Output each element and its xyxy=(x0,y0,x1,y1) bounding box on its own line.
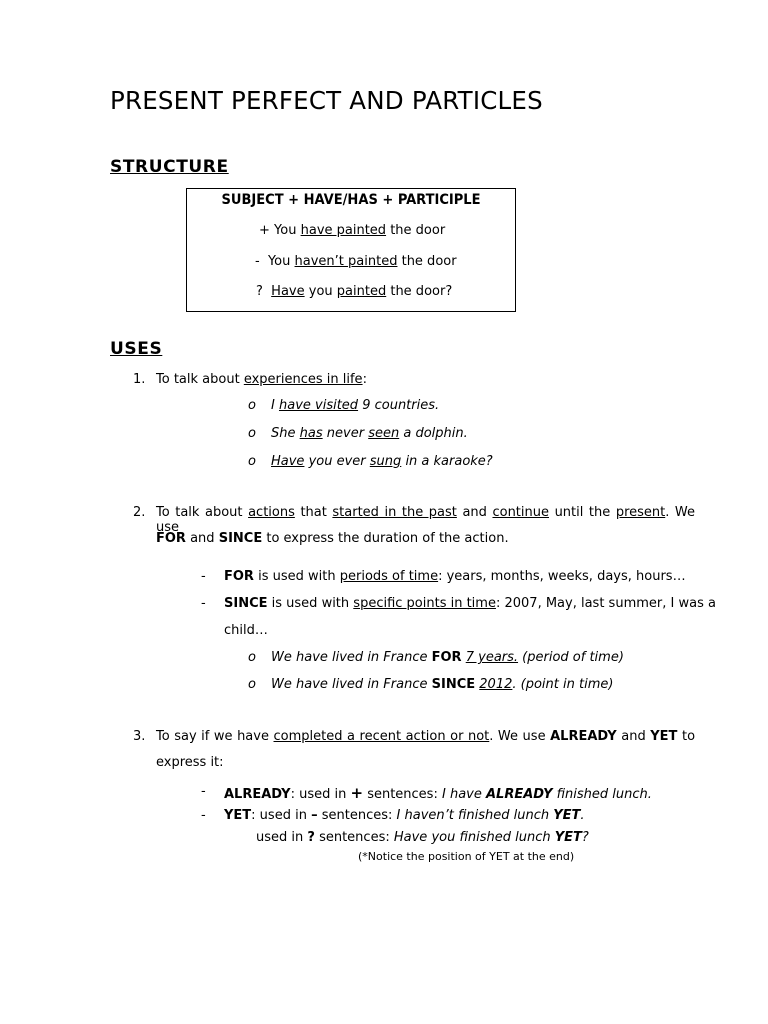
text: is used with xyxy=(258,569,336,584)
question-mid: you xyxy=(308,284,333,299)
use1-text xyxy=(156,372,367,387)
ex-verb: have visited xyxy=(278,398,359,413)
key-term: started in the past xyxy=(332,505,457,520)
text: is used with xyxy=(271,596,350,611)
key-term: completed a recent action or not xyxy=(273,729,490,744)
use3-line-1 xyxy=(156,729,695,744)
use1-key: experiences in life xyxy=(243,372,363,387)
question-sign: ? xyxy=(307,830,315,845)
bullet-o: o xyxy=(248,650,256,665)
structure-box xyxy=(186,188,516,312)
keyword: YET xyxy=(224,808,252,823)
key-term: actions xyxy=(248,505,295,520)
question-aux: Have xyxy=(271,284,305,299)
negative-example xyxy=(255,254,457,269)
dash-bullet: - xyxy=(201,808,206,823)
structure-formula: SUBJECT + HAVE/HAS + PARTICIPLE xyxy=(221,192,481,208)
use1-example-2 xyxy=(271,426,468,441)
ex-text: . (point in time) xyxy=(512,677,614,692)
text: . We use xyxy=(156,505,696,535)
use1-example-1 xyxy=(271,398,439,413)
bullet-o: o xyxy=(248,426,256,441)
position-note: (*Notice the position of YET at the end) xyxy=(358,850,575,863)
ex-text: I haven’t finished lunch xyxy=(396,808,550,823)
question-verb: painted xyxy=(336,284,387,299)
use1-pre: To talk about xyxy=(156,372,240,387)
key-term: present xyxy=(615,505,666,520)
ex-term: 2012 xyxy=(479,677,513,692)
keyword: FOR xyxy=(156,531,186,546)
positive-post: the door xyxy=(390,223,446,238)
bullet-o: o xyxy=(248,398,256,413)
ex-text: ? xyxy=(581,830,589,845)
dash-bullet: - xyxy=(201,784,206,799)
question-example xyxy=(256,284,452,299)
plus-sign: + xyxy=(350,784,364,802)
keyword: FOR xyxy=(431,650,462,665)
structure-heading: STRUCTURE xyxy=(110,157,229,177)
text: sentences: xyxy=(321,808,393,823)
negative-verb: haven’t painted xyxy=(294,254,398,269)
ex-text: We have lived in France xyxy=(271,677,428,692)
bullet-o: o xyxy=(248,454,256,469)
keyword: YET xyxy=(553,808,581,823)
keyword: YET xyxy=(650,729,678,744)
positive-pre: You xyxy=(274,223,297,238)
use3-number: 3. xyxy=(133,729,146,744)
text: that xyxy=(300,505,327,520)
ex-verb: sung xyxy=(369,454,402,469)
ex-text: I xyxy=(271,398,275,413)
text: : 2007, May, last summer, I was a xyxy=(495,596,716,611)
keyword: SINCE xyxy=(431,677,476,692)
ex-text: finished lunch. xyxy=(556,787,652,802)
use2-example-1 xyxy=(271,650,624,665)
positive-verb: have painted xyxy=(300,223,387,238)
ex-verb: has xyxy=(299,426,323,441)
text: and xyxy=(190,531,215,546)
already-line xyxy=(224,784,652,802)
ex-term: 7 years. xyxy=(465,650,519,665)
text: To talk about xyxy=(156,505,243,520)
ex-verb: Have xyxy=(271,454,305,469)
text: to express the duration of the action. xyxy=(266,531,509,546)
use2-number: 2. xyxy=(133,505,146,520)
ex-text: 9 countries. xyxy=(362,398,440,413)
dash-bullet: - xyxy=(201,596,206,611)
text: To say if we have xyxy=(156,729,269,744)
text: until the xyxy=(554,505,611,520)
page-title: PRESENT PERFECT AND PARTICLES xyxy=(110,86,543,115)
yet-question-line xyxy=(256,830,589,845)
keyword: SINCE xyxy=(224,596,268,611)
question-sign: ? xyxy=(256,284,263,299)
key-term: specific points in time xyxy=(353,596,496,611)
keyword: ALREADY xyxy=(224,787,291,802)
use1-example-3 xyxy=(271,454,493,469)
text: and xyxy=(462,505,487,520)
question-post: the door? xyxy=(390,284,453,299)
use3-line-2: express it: xyxy=(156,755,224,770)
keyword: ALREADY xyxy=(550,729,617,744)
ex-text: you ever xyxy=(308,454,366,469)
text: . We use xyxy=(489,729,546,744)
ex-verb: seen xyxy=(368,426,400,441)
keyword: ALREADY xyxy=(486,787,553,802)
key-term: periods of time xyxy=(339,569,439,584)
keyword: SINCE xyxy=(218,531,263,546)
text: : used in xyxy=(290,787,347,802)
ex-text: We have lived in France xyxy=(271,650,428,665)
text: : years, months, weeks, days, hours… xyxy=(438,569,686,584)
negative-sign: - xyxy=(255,254,260,269)
dash-bullet: - xyxy=(201,569,206,584)
text: sentences: xyxy=(319,830,390,845)
text: sentences: xyxy=(367,787,438,802)
text: and xyxy=(621,729,646,744)
positive-example xyxy=(259,223,445,238)
ex-text: Have you finished lunch xyxy=(393,830,551,845)
since-line xyxy=(224,596,716,611)
negative-pre: You xyxy=(267,254,291,269)
use2-line-2 xyxy=(156,531,509,546)
use1-post: : xyxy=(362,372,367,387)
keyword: FOR xyxy=(224,569,254,584)
ex-text: . xyxy=(580,808,585,823)
negative-post: the door xyxy=(401,254,457,269)
use2-example-2 xyxy=(271,677,613,692)
ex-text: She xyxy=(271,426,296,441)
text: used in xyxy=(256,830,304,845)
use1-number: 1. xyxy=(133,372,146,387)
text: to xyxy=(681,729,696,744)
positive-sign: + xyxy=(259,223,270,238)
text: : used in xyxy=(251,808,307,823)
ex-text: (period of time) xyxy=(522,650,624,665)
uses-heading: USES xyxy=(110,339,163,359)
ex-text: never xyxy=(326,426,365,441)
ex-text: a dolphin. xyxy=(403,426,468,441)
bullet-o: o xyxy=(248,677,256,692)
key-term: continue xyxy=(492,505,549,520)
since-line-cont: child… xyxy=(224,623,268,638)
yet-line xyxy=(224,808,585,823)
ex-text: I have xyxy=(441,787,482,802)
minus-sign: – xyxy=(311,808,318,823)
for-line xyxy=(224,569,686,584)
keyword: YET xyxy=(554,830,582,845)
ex-text: in a karaoke? xyxy=(405,454,493,469)
